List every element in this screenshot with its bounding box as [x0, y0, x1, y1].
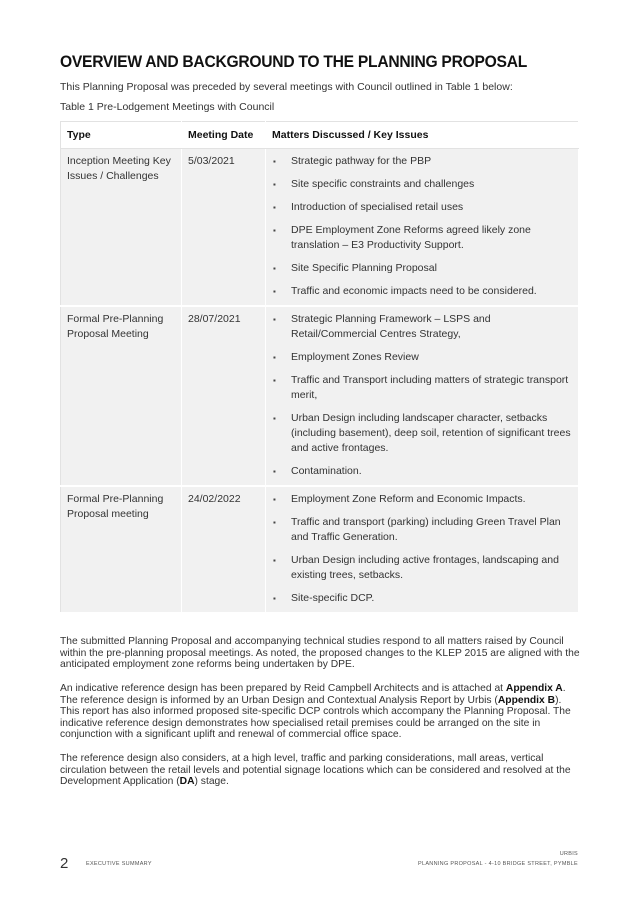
bullet-icon: ▪	[273, 264, 276, 273]
bullet-icon: ▪	[273, 353, 276, 362]
para2-text-e: ). This report has also informed proposed site-specific DCP controls which accompany the Planning Proposal. The indicative reference design demonstrates how specialised retail premises could be arranged on the site in conjunction with a significant uplift and renewal of commercial office space.	[60, 694, 571, 741]
cell-type: Formal Pre-Planning Proposal Meeting	[61, 306, 182, 486]
intro-text: This Planning Proposal was preceded by several meetings with Council outlined in Table 1 below:	[60, 81, 513, 93]
footer-doc-title: PLANNING PROPOSAL - 4-10 BRIDGE STREET, PYMBLE	[418, 861, 578, 867]
bullet-icon: ▪	[273, 226, 276, 235]
issue-item	[272, 553, 572, 583]
issue-item	[272, 200, 572, 215]
page-number: 2	[60, 855, 69, 872]
cell-issues	[266, 306, 579, 486]
header-type: Type	[61, 122, 182, 149]
para3-text-a: The reference design also considers, at a high level, traffic and parking considerations, mall areas, vertical circulation between the retail levels and potential signage locations which can be considered and resolved at the Development Application (	[60, 753, 571, 788]
issue-text: Traffic and Transport including matters of strategic transport merit,	[291, 374, 569, 401]
issue-item	[272, 350, 572, 365]
table-row	[61, 306, 579, 486]
issue-item	[272, 177, 572, 192]
appendix-a-ref: Appendix A	[505, 683, 563, 694]
da-abbrev: DA	[179, 776, 195, 788]
issue-text: Contamination.	[291, 465, 362, 477]
cell-type: Formal Pre-Planning Proposal meeting	[61, 486, 182, 613]
bullet-icon: ▪	[273, 556, 276, 565]
cell-meeting-date: 5/03/2021	[182, 149, 266, 307]
issue-item	[272, 261, 572, 276]
appendix-b-ref: Appendix B	[497, 694, 556, 706]
issues-list	[272, 492, 572, 606]
header-meeting-date: Meeting Date	[182, 122, 266, 149]
issue-text: Traffic and transport (parking) including Green Travel Plan and Traffic Generation.	[291, 516, 561, 543]
meetings-table	[60, 121, 579, 614]
issue-text: Introduction of specialised retail uses	[291, 201, 464, 213]
issue-item	[272, 223, 572, 253]
issue-text: Urban Design including landscaper character, setbacks (including basement), deep soil, retention of significant trees and active frontages.	[291, 412, 571, 454]
para2-text-a: An indicative reference design has been prepared by Reid Campbell Architects and is attached at	[60, 683, 506, 694]
issue-item	[272, 591, 572, 606]
bullet-icon: ▪	[273, 414, 276, 423]
header-matters: Matters Discussed / Key Issues	[266, 122, 579, 149]
table-row	[61, 486, 579, 613]
bullet-icon: ▪	[273, 467, 276, 476]
issue-item	[272, 312, 572, 342]
cell-meeting-date: 24/02/2022	[182, 486, 266, 613]
issue-text: Strategic Planning Framework – LSPS and Retail/Commercial Centres Strategy,	[291, 313, 491, 340]
footer-section: EXECUTIVE SUMMARY	[86, 861, 152, 867]
paragraph-considerations	[60, 753, 580, 788]
cell-issues	[266, 149, 579, 307]
issue-item	[272, 411, 572, 456]
footer-brand: URBIS	[559, 851, 578, 857]
cell-meeting-date: 28/07/2021	[182, 306, 266, 486]
issue-text: Traffic and economic impacts need to be considered.	[291, 285, 537, 297]
bullet-icon: ▪	[273, 495, 276, 504]
issue-item	[272, 284, 572, 299]
bullet-icon: ▪	[273, 287, 276, 296]
bullet-icon: ▪	[273, 203, 276, 212]
issue-text: Employment Zones Review	[291, 351, 419, 363]
issue-item	[272, 373, 572, 403]
table-row	[61, 149, 579, 307]
issues-list	[272, 312, 572, 479]
issue-text: Employment Zone Reform and Economic Impacts.	[291, 493, 526, 505]
issues-list	[272, 154, 572, 299]
issue-text: Site-specific DCP.	[291, 592, 375, 604]
issue-item	[272, 464, 572, 479]
bullet-icon: ▪	[273, 315, 276, 324]
cell-type: Inception Meeting Key Issues / Challenges	[61, 149, 182, 307]
para2-text-c: . The reference design is informed by an Urban Design and Contextual Analysis Report by Urbis (	[60, 683, 566, 706]
para3-text-c: ) stage.	[194, 776, 229, 788]
issue-text: Urban Design including active frontages, landscaping and existing trees, setbacks.	[291, 554, 559, 581]
bullet-icon: ▪	[273, 157, 276, 166]
bullet-icon: ▪	[273, 376, 276, 385]
bullet-icon: ▪	[273, 518, 276, 527]
issue-item	[272, 515, 572, 545]
issue-text: Site specific constraints and challenges	[291, 178, 475, 190]
table-caption: Table 1 Pre-Lodgement Meetings with Council	[60, 101, 275, 113]
bullet-icon: ▪	[273, 180, 276, 189]
paragraph-reference-design	[60, 683, 580, 741]
cell-issues	[266, 486, 579, 613]
issue-item	[272, 492, 572, 507]
paragraph-response: The submitted Planning Proposal and accompanying technical studies respond to all matters raised by Council within the pre-planning proposal meetings. As noted, the proposed changes to the KLEP 2015 are aligned with the anticipated employment zone reforms being undertaken by DPE.	[60, 636, 580, 671]
table-header-row	[61, 122, 579, 149]
page-heading: OVERVIEW AND BACKGROUND TO THE PLANNING PROPOSAL	[60, 52, 528, 71]
issue-item	[272, 154, 572, 169]
issue-text: DPE Employment Zone Reforms agreed likely zone translation – E3 Productivity Support.	[291, 224, 531, 251]
bullet-icon: ▪	[273, 594, 276, 603]
issue-text: Site Specific Planning Proposal	[291, 262, 437, 274]
issue-text: Strategic pathway for the PBP	[291, 155, 432, 167]
